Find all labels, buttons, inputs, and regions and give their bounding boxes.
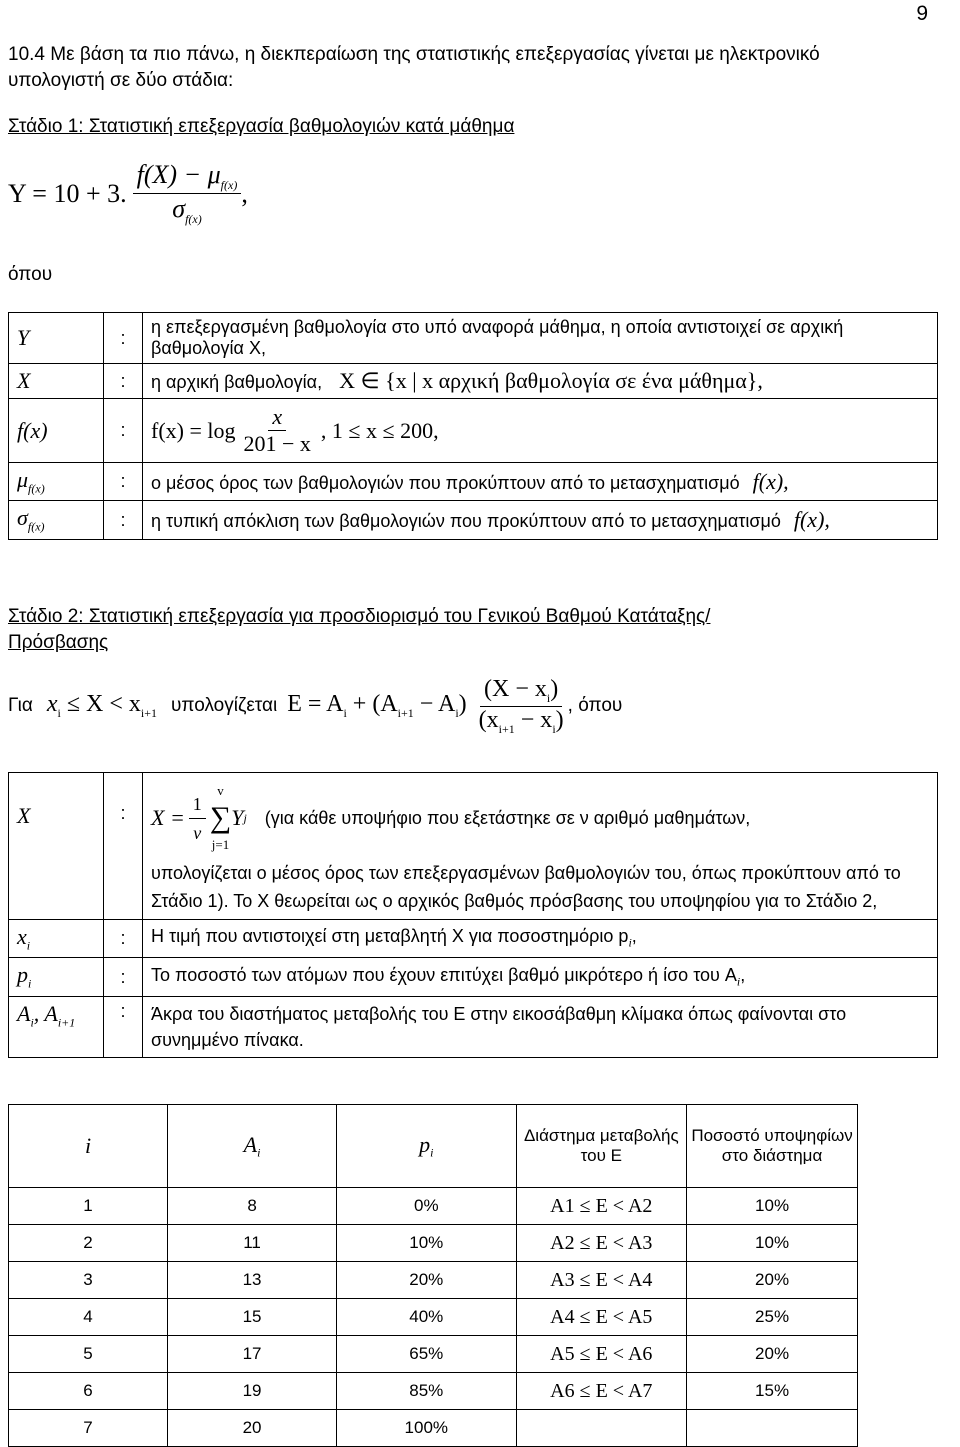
def-text-cell [143, 463, 938, 501]
def-tail: , [631, 926, 637, 947]
table-cell-i: 5 [9, 1336, 168, 1373]
formula-numerator-sub: f(x) [220, 178, 238, 193]
table-row [9, 1299, 858, 1336]
def-text-cell: Το ποσοστό των ατόμων που έχουν επιτύχει βαθμό μικρότερο ή ίσο του $A_i$, [143, 958, 938, 996]
formula-num: (X − x [484, 676, 547, 702]
table-cell-pct [687, 1410, 858, 1447]
def-colon: : [104, 958, 143, 996]
def-symbol-sub: i [28, 976, 32, 991]
log-numerator: x [268, 404, 286, 431]
def-text-1: (για κάθε υποψήφιο που εξετάστηκε σε ν αριθμό μαθημάτων, [264, 808, 751, 828]
table-cell-interval: A5 ≤ E < A6 [516, 1336, 687, 1373]
sum-bottom: j=1 [211, 837, 230, 852]
def-symbol-cell [9, 996, 104, 1057]
table-cell-A: 8 [168, 1188, 337, 1225]
def-math: X ∈ {x | x αρχική βαθμολογία σε ένα μάθημα}, [339, 368, 763, 393]
formula-close: ) [458, 691, 467, 718]
formula-denominator: σ [172, 194, 186, 224]
def-symbol: Y [9, 313, 104, 364]
table-cell-p: 10% [337, 1225, 516, 1262]
interval-table-body [9, 1188, 858, 1447]
def-symbol-sub: f(x) [28, 481, 45, 496]
table-row [9, 920, 938, 958]
table-row [9, 996, 938, 1057]
stage1-definitions-table [8, 312, 938, 540]
table-cell-p: 85% [337, 1373, 516, 1410]
def-colon: : [104, 501, 143, 539]
table-row [9, 501, 938, 539]
table-row [9, 1410, 858, 1447]
intro-line-1: 10.4 Με βάση τα πιο πάνω, η διεκπεραίωση της στατιστικής επεξεργασίας γίνεται με ηλεκτρονικό [8, 44, 820, 65]
def-text: Το ποσοστό των ατόμων που έχουν επιτύχει βαθμό μικρότερο ή ίσο του A [151, 964, 737, 985]
table-cell-p: 40% [337, 1299, 516, 1336]
table-row [9, 463, 938, 501]
table-cell-i: 2 [9, 1225, 168, 1262]
formula-lhs: Y = 10 + 3. [8, 178, 127, 208]
interval-table [8, 1104, 858, 1447]
formula-plus: + (A [352, 691, 398, 718]
table-cell-A: 15 [168, 1299, 337, 1336]
table-cell-pct: 15% [687, 1373, 858, 1410]
formula-den: (x [478, 706, 499, 733]
column-header: $p_i$ [337, 1105, 516, 1188]
def-tail: , [740, 964, 746, 985]
table-cell-interval: A1 ≤ E < A2 [516, 1188, 687, 1225]
table-cell-A: 13 [168, 1262, 337, 1299]
def-colon: : [104, 920, 143, 958]
def-symbol-sub: i [26, 938, 31, 953]
table-cell-interval: A4 ≤ E < A5 [516, 1299, 687, 1336]
table-cell-p: 20% [337, 1262, 516, 1299]
def-text: η επεξεργασμένη βαθμολογία στο υπό αναφορά μάθημα, η οποία αντιστοιχεί σε αρχική βαθμολογία X, [143, 313, 938, 364]
def-range: , 1 ≤ x ≤ 200, [320, 417, 439, 443]
def-text-cell [143, 501, 938, 539]
sum-sign: ∑ [209, 801, 232, 834]
formula-numerator: f(X) − μ [136, 160, 221, 189]
table-cell-i: 7 [9, 1410, 168, 1447]
def-symbol-sub: f(x) [27, 519, 45, 534]
def-colon: : [104, 463, 143, 501]
def-text: Άκρα του διαστήματος μεταβολής του E στην εικοσάβαθμη κλίμακα όπως φαίνονται στο συνημμένο πίνακα. [143, 996, 938, 1057]
sum-top: v [217, 783, 224, 798]
def-symbol: μ [17, 467, 29, 492]
def-math: f(x), [752, 468, 789, 494]
table-cell-A: 17 [168, 1336, 337, 1373]
def-symbol-cell [9, 920, 104, 958]
column-header: Διάστημα μεταβολής του E [516, 1105, 687, 1188]
table-cell-i: 4 [9, 1299, 168, 1336]
where-label: όπου [8, 264, 53, 285]
table-cell-p: 65% [337, 1336, 516, 1373]
def-math: f(x), [793, 507, 830, 533]
table-row [9, 364, 938, 399]
def-text: Η τιμή που αντιστοιχεί στη μεταβλητή X για ποσοστημόριο p [151, 926, 629, 947]
stage2-formula: Για $x_i \le X < x_{i+1}$ υπολογίζεται $E = A_i + (A_{i+1} - A_i)$ $\frac{(X - x_i)}{(x_{i+1} - x_i)}$ , όπου [8, 676, 623, 736]
table-header-row [9, 1105, 858, 1188]
table-cell-i: 1 [9, 1188, 168, 1225]
def-symbol-sub: i [30, 1015, 34, 1030]
table-row [9, 1373, 858, 1410]
table-cell-i: 3 [9, 1262, 168, 1299]
formula-den-b: − x [520, 706, 553, 733]
formula-E: E = A [287, 691, 344, 718]
def-text-cell: X = $\frac{1}{\nu}$ v ∑ j=1 Y j (για κάθε υποψήφιο που εξετάστηκε σε ν αριθμό μαθημάτων, υπολογίζεται ο μέσος όρος των επεξεργασμένων βαθμολογιών του, όπως προκύπτουν από το Στάδιο 1). Το X θεωρείται ως ο αρχικός βαθμός πρόσβασης του υποψηφίου για το Στάδιο 2, [143, 773, 938, 920]
def-text: η τυπική απόκλιση των βαθμολογιών που προκύπτουν από το μετασχηματισμό [151, 511, 781, 532]
table-row [9, 1336, 858, 1373]
def-text-cell [143, 364, 938, 399]
stage2-heading-line-2: Πρόσβασης [8, 632, 109, 653]
log-denominator: 201 − x [243, 431, 311, 456]
formula-minus: − A [419, 691, 456, 718]
formula-for: Για [8, 695, 33, 717]
sum-var: Y [231, 805, 244, 830]
table-row [9, 1188, 858, 1225]
stage2-heading-line-1: Στάδιο 2: Στατιστική επεξεργασία για προσδιορισμό του Γενικού Βαθμού Κατάταξης/ [8, 606, 711, 627]
def-symbol-cell [9, 463, 104, 501]
table-cell-interval [516, 1410, 687, 1447]
table-cell-A: 19 [168, 1373, 337, 1410]
def-text: ο μέσος όρος των βαθμολογιών που προκύπτουν από το μετασχηματισμό [151, 472, 740, 493]
table-cell-A: 11 [168, 1225, 337, 1262]
def-symbol: σ [17, 505, 28, 531]
formula-tail: , [241, 178, 248, 208]
formula-cond-a: ≤ X < x [66, 691, 141, 718]
column-header: $A_i$ [168, 1105, 337, 1188]
def-text-2: υπολογίζεται ο μέσος όρος των επεξεργασμένων βαθμολογιών του, όπως προκύπτουν από το Στάδιο 1). Το X θεωρείται ως ο αρχικός βαθμός πρόσβασης του υποψηφίου για το Στάδιο 2, [151, 863, 901, 911]
formula-computed: υπολογίζεται [171, 695, 278, 717]
formula-fraction [133, 160, 242, 227]
def-text-cell: Η τιμή που αντιστοιχεί στη μεταβλητή X για ποσοστημόριο $p_i$, [143, 920, 938, 958]
table-cell-pct: 10% [687, 1188, 858, 1225]
stage1-heading: Στάδιο 1: Στατιστική επεξεργασία βαθμολογιών κατά μάθημα [8, 116, 515, 137]
table-cell-pct: 20% [687, 1262, 858, 1299]
intro-paragraph [8, 44, 953, 92]
table-cell-i: 6 [9, 1373, 168, 1410]
def-symbol-cell [9, 958, 104, 996]
def-math: f(x) = log [151, 417, 236, 443]
def-symbol-2-sub: i+1 [57, 1015, 76, 1030]
table-cell-A: 20 [168, 1410, 337, 1447]
def-symbol: p [17, 962, 28, 988]
def-text: η αρχική βαθμολογία, [151, 372, 323, 392]
table-row [9, 313, 938, 364]
table-cell-p: 0% [337, 1188, 516, 1225]
formula-where: , όπου [567, 695, 623, 717]
table-cell-interval: A3 ≤ E < A4 [516, 1262, 687, 1299]
def-colon: : [104, 313, 143, 364]
def-symbol: X [9, 364, 104, 399]
table-cell-p: 100% [337, 1410, 516, 1447]
stage2-heading [8, 604, 908, 656]
def-symbol: A [17, 1000, 31, 1026]
table-cell-pct: 20% [687, 1336, 858, 1373]
table-row [9, 399, 938, 463]
def-symbol-2: , A [33, 1000, 58, 1026]
page-number: 9 [916, 2, 928, 25]
table-cell-interval: A2 ≤ E < A3 [516, 1225, 687, 1262]
table-row [9, 1225, 858, 1262]
table-row [9, 958, 938, 996]
table-cell-pct: 10% [687, 1225, 858, 1262]
def-symbol: f(x) [9, 399, 104, 463]
formula-denominator-sub: f(x) [185, 212, 202, 227]
table-cell-pct: 25% [687, 1299, 858, 1336]
table-cell-interval: A6 ≤ E < A7 [516, 1373, 687, 1410]
def-symbol-cell [9, 501, 104, 539]
def-symbol: x [17, 924, 27, 949]
stage1-formula [8, 160, 248, 227]
def-colon: : [104, 996, 143, 1057]
column-header: i [9, 1105, 168, 1188]
def-symbol: X [9, 773, 104, 920]
intro-line-2: υπολογιστή σε δύο στάδια: [8, 70, 234, 91]
def-colon: : [104, 399, 143, 463]
def-math-cell [143, 399, 938, 463]
formula-cond: x [46, 691, 58, 718]
stage2-definitions-table [8, 772, 938, 1058]
def-colon: : [104, 773, 143, 920]
table-row [9, 773, 938, 920]
column-header: Ποσοστό υποψηφίων στο διάστημα [687, 1105, 858, 1188]
table-row [9, 1262, 858, 1299]
def-math: X = [151, 805, 185, 830]
def-colon: : [104, 364, 143, 399]
